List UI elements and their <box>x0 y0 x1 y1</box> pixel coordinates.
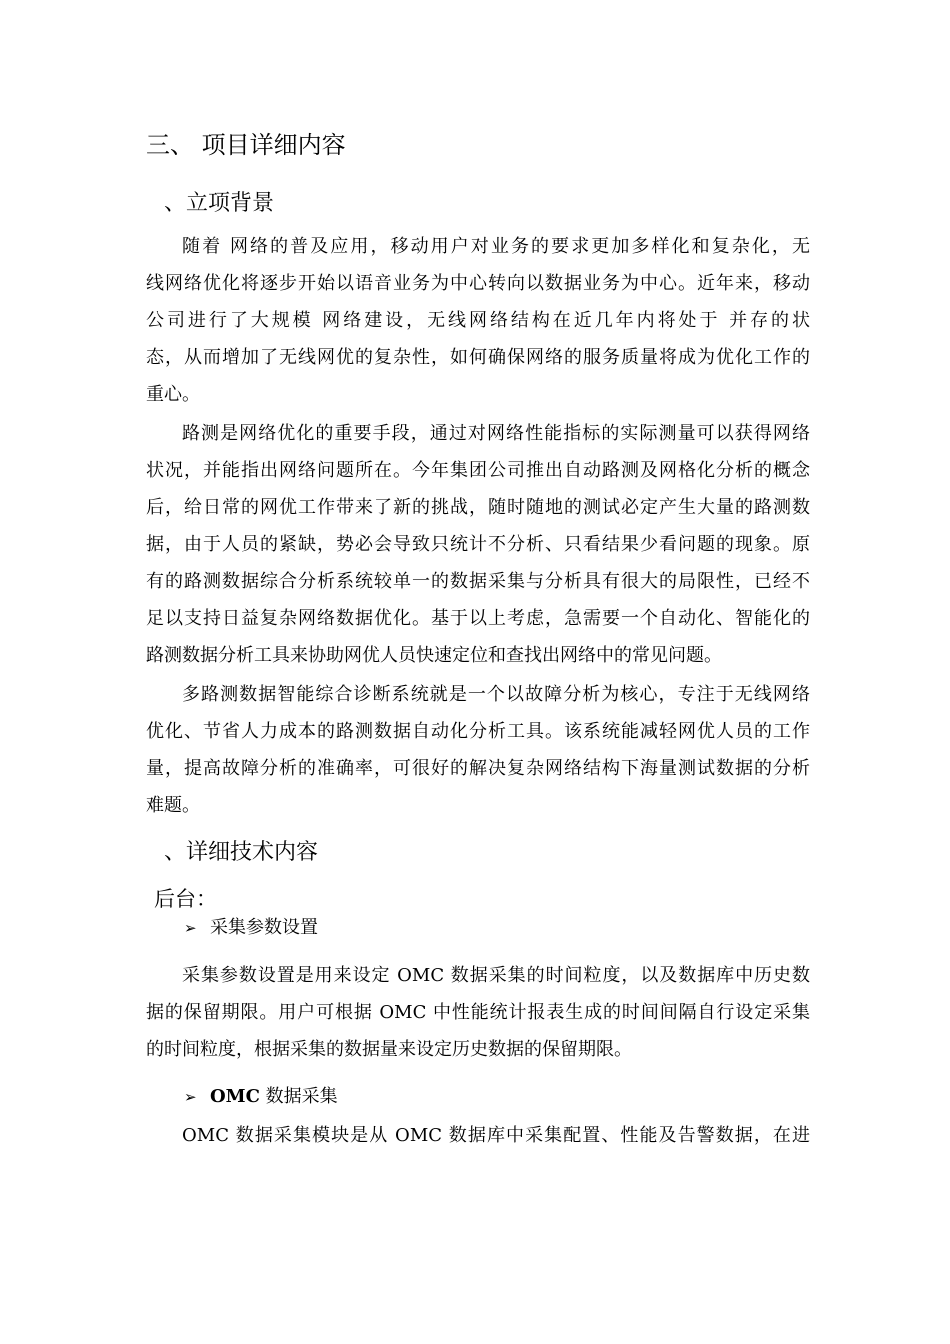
paragraph-line: 采集参数设置是用来设定 OMC 数据采集的时间粒度，以及数据库中历史数 <box>182 965 810 986</box>
bullet-bold-text: OMC <box>210 1086 260 1107</box>
paragraph-line: 线网络优化将逐步开始以语音业务为中心转向以数据业务为中心。近年来，移动 <box>146 273 810 294</box>
paragraph-line: 状况，并能指出网络问题所在。今年集团公司推出自动路测及网格化分析的概念 <box>146 460 810 481</box>
paragraph-line: 据，由于人员的紧缺，势必会导致只统计不分析、只看结果少看问题的现象。原 <box>146 534 810 555</box>
paragraph-line: OMC 数据采集模块是从 OMC 数据库中采集配置、性能及告警数据，在进 <box>182 1125 810 1146</box>
paragraph-line: 多路测数据智能综合诊断系统就是一个以故障分析为核心，专注于无线网络 <box>182 684 810 705</box>
paragraph-line: 后，给日常的网优工作带来了新的挑战，随时随地的测试必定产生大量的路测数 <box>146 497 810 518</box>
bullet-text: 数据采集 <box>259 1086 338 1107</box>
paragraph-line: 足以支持日益复杂网络数据优化。基于以上考虑，急需要一个自动化、智能化的 <box>146 608 810 629</box>
paragraph-line: 随着 网络的普及应用，移动用户对业务的要求更加多样化和复杂化，无 <box>182 236 810 257</box>
paragraph-line: 重心。 <box>146 384 200 405</box>
paragraph-line: 态，从而增加了无线网优的复杂性，如何确保网络的服务质量将成为优化工作的 <box>146 347 810 368</box>
section-title-technical: 、详细技术内容 <box>164 840 319 865</box>
paragraph-line: 有的路测数据综合分析系统较单一的数据采集与分析具有很大的局限性，已经不 <box>146 571 810 592</box>
paragraph-line: 量，提高故障分析的准确率，可很好的解决复杂网络结构下海量测试数据的分析 <box>146 758 810 779</box>
bullet-item <box>184 1085 338 1109</box>
arrow-bullet-icon: ➢ <box>184 919 197 937</box>
paragraph-line: 优化、节省人力成本的路测数据自动化分析工具。该系统能减轻网优人员的工作 <box>146 721 810 742</box>
paragraph-line: 公司进行了大规模 网络建设，无线网络结构在近几年内将处于 并存的状 <box>146 310 810 331</box>
bullet-item <box>184 916 318 940</box>
arrow-bullet-icon: ➢ <box>184 1088 197 1106</box>
page-title: 三、 项目详细内容 <box>146 131 346 159</box>
paragraph-line: 的时间粒度，根据采集的数据量来设定历史数据的保留期限。 <box>146 1039 632 1060</box>
bullet-text: 采集参数设置 <box>210 917 318 938</box>
backend-label: 后台： <box>154 887 217 911</box>
section-title-background: 、立项背景 <box>164 191 275 216</box>
paragraph-line: 据的保留期限。用户可根据 OMC 中性能统计报表生成的时间间隔自行设定采集 <box>146 1002 810 1023</box>
paragraph-line: 难题。 <box>146 795 200 816</box>
paragraph-line: 路测数据分析工具来协助网优人员快速定位和查找出网络中的常见问题。 <box>146 645 722 666</box>
paragraph-line: 路测是网络优化的重要手段，通过对网络性能指标的实际测量可以获得网络 <box>182 423 810 444</box>
